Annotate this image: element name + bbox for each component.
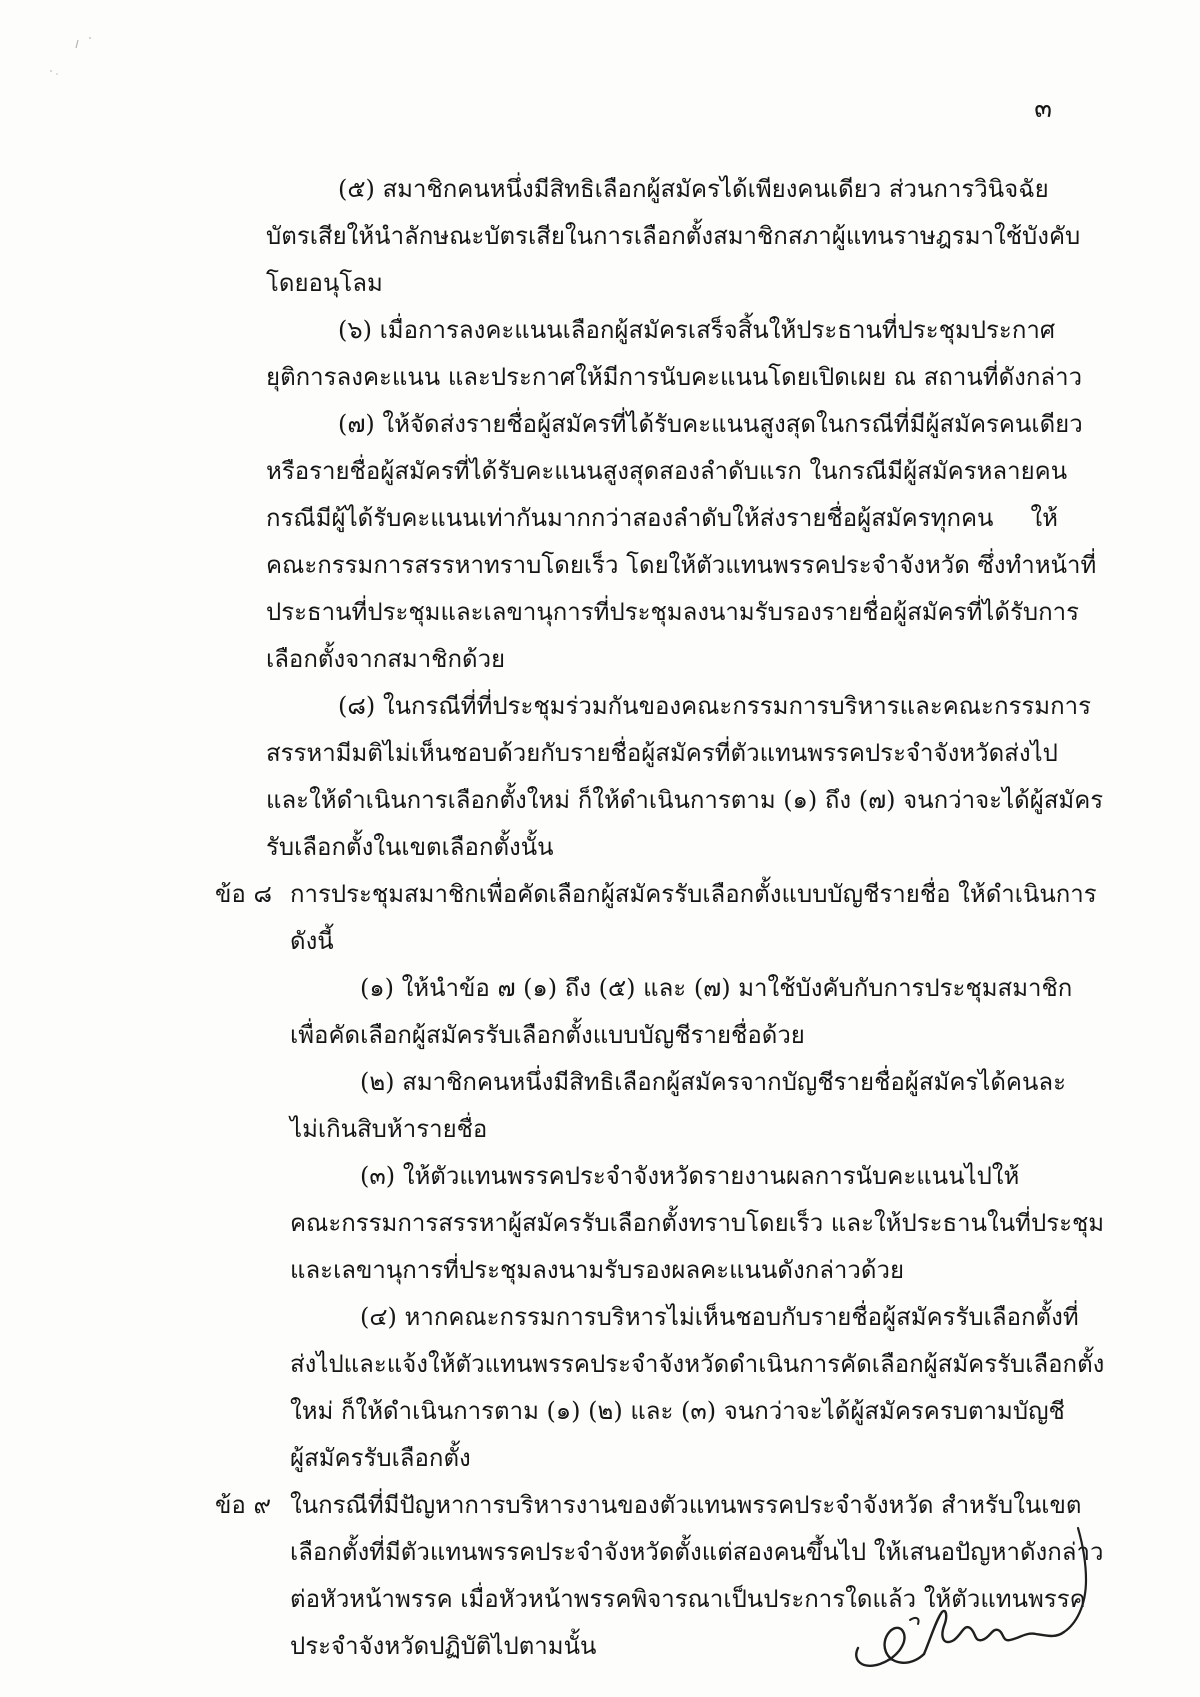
text-line: ดังนี้ [290,927,334,955]
text-line: เลือกตั้งที่มีตัวแทนพรรคประจำจังหวัดตั้งแต่สองคนขึ้นไป ให้เสนอปัญหาดังกล่าว [290,1538,1104,1566]
text-line: (๗) ให้จัดส่งรายชื่อผู้สมัครที่ได้รับคะแนนสูงสุดในกรณีที่มีผู้สมัครคนเดียว [338,410,1083,438]
text-line: และให้ดำเนินการเลือกตั้งใหม่ ก็ให้ดำเนินการตาม (๑) ถึง (๗) จนกว่าจะได้ผู้สมัคร [266,786,1104,814]
clause-label-9: ข้อ ๙ [215,1491,272,1519]
text-line: โดยอนุโลม [266,269,383,297]
text-line: (๕) สมาชิกคนหนึ่งมีสิทธิเลือกผู้สมัครได้เพียงคนเดียว ส่วนการวินิจฉัย [338,175,1049,203]
text-line: และเลขานุการที่ประชุมลงนามรับรองผลคะแนนดังกล่าวด้วย [290,1256,905,1284]
text-line: ประจำจังหวัดปฏิบัติไปตามนั้น [290,1632,597,1660]
text-line: ส่งไปและแจ้งให้ตัวแทนพรรคประจำจังหวัดดำเนินการคัดเลือกผู้สมัครรับเลือกตั้ง [290,1350,1105,1378]
text-line: (๖) เมื่อการลงคะแนนเลือกผู้สมัครเสร็จสิ้นให้ประธานที่ประชุมประกาศ [338,316,1056,344]
text-line: คณะกรรมการสรรหาผู้สมัครรับเลือกตั้งทราบโดยเร็ว และให้ประธานในที่ประชุม [290,1209,1105,1237]
scan-speck-mark [70,28,110,88]
text-line: หรือรายชื่อผู้สมัครที่ได้รับคะแนนสูงสุดสองลำดับแรก ในกรณีมีผู้สมัครหลายคน [266,457,1068,485]
scan-speck-mark [48,68,68,78]
text-line: ยุติการลงคะแนน และประกาศให้มีการนับคะแนนโดยเปิดเผย ณ สถานที่ดังกล่าว [266,363,1083,391]
text-line: ใหม่ ก็ให้ดำเนินการตาม (๑) (๒) และ (๓) จนกว่าจะได้ผู้สมัครครบตามบัญชี [290,1397,1065,1425]
text-line: (๘) ในกรณีที่ที่ประชุมร่วมกันของคณะกรรมการบริหารและคณะกรรมการ [338,692,1091,720]
page-number: ๓ [1034,94,1052,124]
text-line: ไม่เกินสิบห้ารายชื่อ [290,1115,488,1143]
text-line: สรรหามีมติไม่เห็นชอบด้วยกับรายชื่อผู้สมัครที่ตัวแทนพรรคประจำจังหวัดส่งไป [266,739,1058,767]
text-line: เพื่อคัดเลือกผู้สมัครรับเลือกตั้งแบบบัญชีรายชื่อด้วย [290,1021,805,1049]
text-line: คณะกรรมการสรรหาทราบโดยเร็ว โดยให้ตัวแทนพรรคประจำจังหวัด ซึ่งทำหน้าที่ [266,551,1097,579]
text-line: ต่อหัวหน้าพรรค เมื่อหัวหน้าพรรคพิจารณาเป็นประการใดแล้ว ให้ตัวแทนพรรค [290,1585,1086,1613]
text-line: กรณีมีผู้ได้รับคะแนนเท่ากันมากกว่าสองลำดับให้ส่งรายชื่อผู้สมัครทุกคน ให้ [266,504,1058,532]
text-line: เลือกตั้งจากสมาชิกด้วย [266,645,506,673]
text-line: ประธานที่ประชุมและเลขานุการที่ประชุมลงนามรับรองรายชื่อผู้สมัครที่ได้รับการ [266,598,1079,626]
text-line: (๓) ให้ตัวแทนพรรคประจำจังหวัดรายงานผลการนับคะแนนไปให้ [360,1162,1020,1190]
text-line: (๔) หากคณะกรรมการบริหารไม่เห็นชอบกับรายชื่อผู้สมัครรับเลือกตั้งที่ [360,1303,1079,1331]
text-line: การประชุมสมาชิกเพื่อคัดเลือกผู้สมัครรับเลือกตั้งแบบบัญชีรายชื่อ ให้ดำเนินการ [290,880,1097,908]
clause-label-8: ข้อ ๘ [215,880,272,908]
handwritten-signature [850,1520,1100,1690]
text-line: (๑) ให้นำข้อ ๗ (๑) ถึง (๕) และ (๗) มาใช้บังคับกับการประชุมสมาชิก [360,974,1073,1002]
text-line: ในกรณีที่มีปัญหาการบริหารงานของตัวแทนพรรคประจำจังหวัด สำหรับในเขต [290,1491,1082,1519]
text-line: (๒) สมาชิกคนหนึ่งมีสิทธิเลือกผู้สมัครจากบัญชีรายชื่อผู้สมัครได้คนละ [360,1068,1066,1096]
text-line: ผู้สมัครรับเลือกตั้ง [290,1444,471,1472]
text-line: รับเลือกตั้งในเขตเลือกตั้งนั้น [266,833,554,861]
text-line: บัตรเสียให้นำลักษณะบัตรเสียในการเลือกตั้งสมาชิกสภาผู้แทนราษฎรมาใช้บังคับ [266,222,1081,250]
